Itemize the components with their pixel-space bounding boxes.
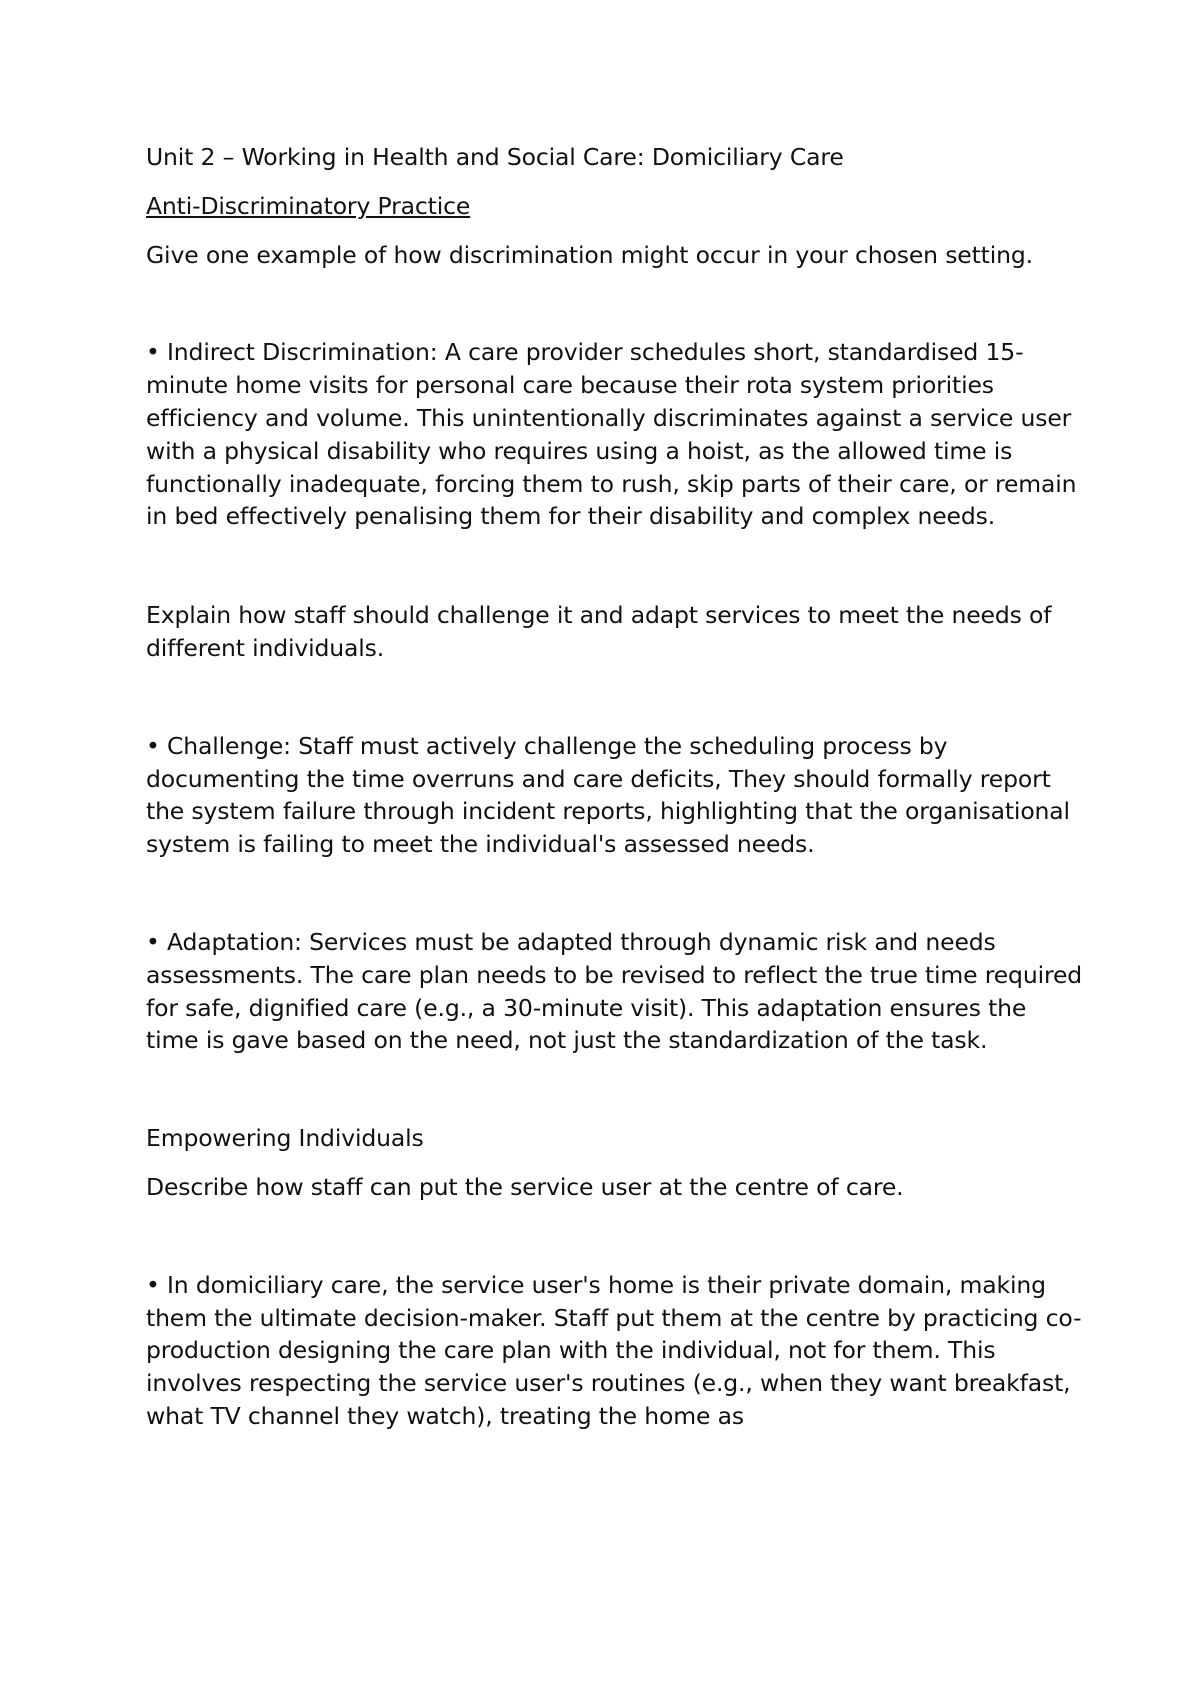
question-discrimination-example: Give one example of how discrimination might occur in your chosen setting. bbox=[146, 240, 1033, 269]
answer-service-user-centre: • In domiciliary care, the service user's home is their private domain, making them the ultimate decision-maker. Staff put them at the centre by practicing co-production designing the care plan with the individual, not for them. This involves respecting the service user's routines (e.g., when they want breakfast, what TV channel they watch), treating the home as bbox=[146, 1270, 1082, 1430]
section-heading-empowering-individuals: Empowering Individuals bbox=[146, 1124, 424, 1153]
answer-challenge: • Challenge: Staff must actively challenge the scheduling process by documenting the time overruns and care deficits, They should formally report the system failure through incident reports, highlighting that the organisational system is failing to meet the individual's assessed needs. bbox=[146, 731, 1070, 859]
question-challenge-and-adapt: Explain how staff should challenge it and adapt services to meet the needs of different individuals. bbox=[146, 601, 1052, 662]
document-body bbox=[146, 141, 1086, 1433]
document-title: Unit 2 – Working in Health and Social Care: Domiciliary Care bbox=[146, 143, 844, 171]
section-heading-anti-discriminatory-practice: Anti-Discriminatory Practice bbox=[146, 191, 471, 220]
answer-indirect-discrimination: • Indirect Discrimination: A care provider schedules short, standardised 15-minute home visits for personal care because their rota system priorities efficiency and volume. This unintentionally discriminates against a service user with a physical disability who requires using a hoist, as the allowed time is functionally inadequate, forcing them to rush, skip parts of their care, or remain in bed effectively penalising them for their disability and complex needs. bbox=[146, 338, 1077, 531]
question-service-user-centre: Describe how staff can put the service user at the centre of care. bbox=[146, 1172, 904, 1201]
answer-adaptation: • Adaptation: Services must be adapted through dynamic risk and needs assessments. The care plan needs to be revised to reflect the true time required for safe, dignified care (e.g., a 30-minute visit). This adaptation ensures the time is gave based on the need, not just the standardization of the task. bbox=[146, 927, 1083, 1055]
